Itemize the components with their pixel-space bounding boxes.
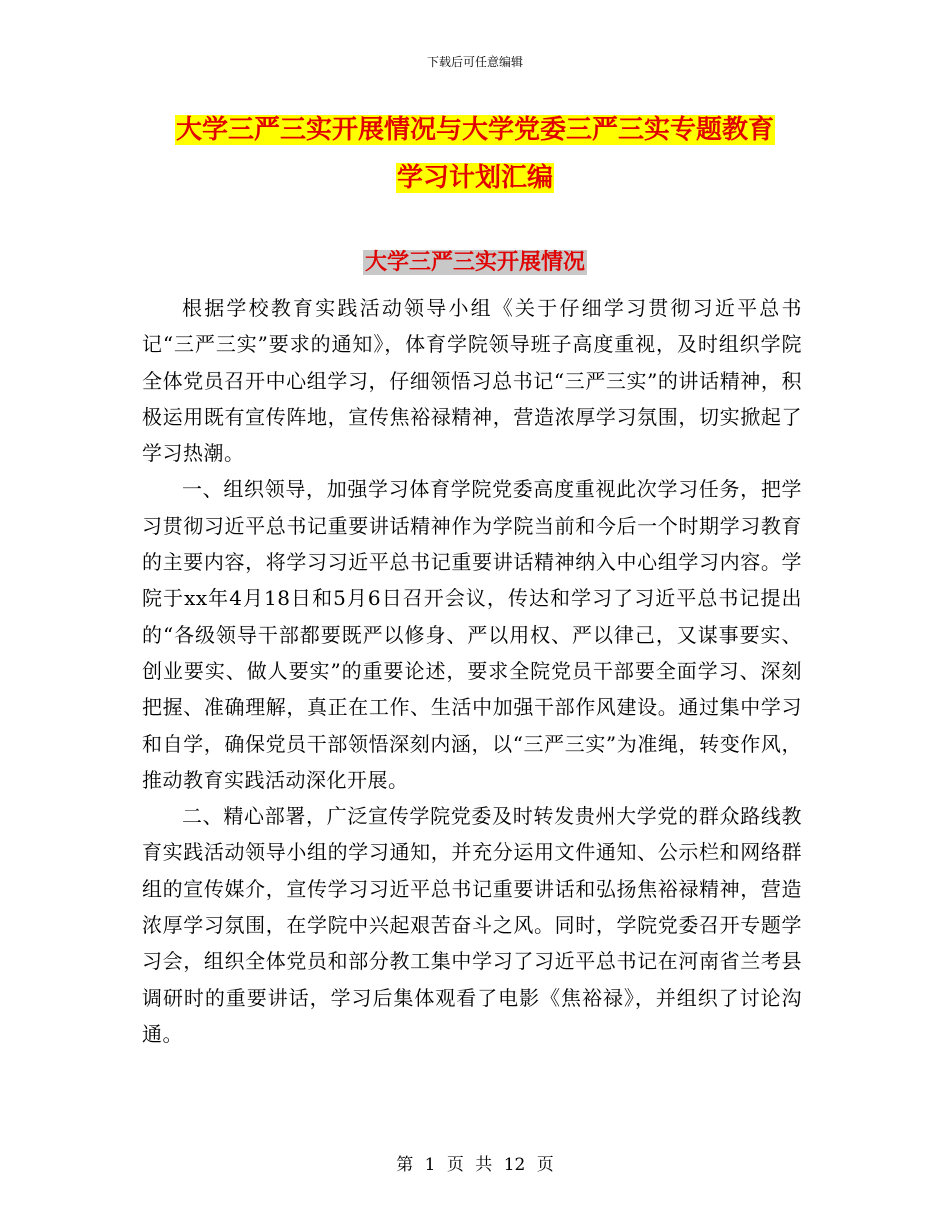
page-footer: 第 1 页 共 12 页 xyxy=(396,1155,554,1175)
paragraph-deployment: 二、精心部署，广泛宣传学院党委及时转发贵州大学党的群众路线教育实践活动领导小组的学习通知，并充分运用文件通知、公示栏和网络群组的宣传媒介，宣传学习习近平总书记重要讲话和弘扬焦裕禄精神，营造浓厚学习氛围，在学院中兴起艰苦奋斗之风。同时，学院党委召开专题学习会，组织全体党员和部分教工集中学习了习近平总书记在河南省兰考县调研时的重要讲话，学习后集体观看了电影《焦裕禄》，并组织了讨论沟通。 xyxy=(142,804,802,1046)
title-line-2: 学习计划汇编 xyxy=(396,163,553,193)
header-note: 下载后可任意编辑 xyxy=(426,55,523,69)
section-heading xyxy=(0,244,950,282)
paragraph-organization: 一、组织领导，加强学习体育学院党委高度重视此次学习任务，把学习贯彻习近平总书记重要讲话精神作为学院当前和今后一个时期学习教育的主要内容，将学习习近平总书记重要讲话精神纳入中心组学习内容。学院于xx年4月18日和5月6日召开会议，传达和学习了习近平总书记提出的“各级领导干部都要既严以修身、严以用权、严以律己，又谋事要实、创业要实、做人要实”的重要论述，要求全院党员干部要全面学习、深刻把握、准确理解，真正在工作、生活中加强干部作风建设。通过集中学习和自学，确保党员干部领悟深刻内涵，以“三严三实”为准绳，转变作风，推动教育实践活动深化开展。 xyxy=(142,477,802,792)
document-title xyxy=(0,106,950,202)
section-heading-text: 大学三严三实开展情况 xyxy=(364,250,585,275)
paragraph-intro: 根据学校教育实践活动领导小组《关于仔细学习贯彻习近平总书记“三严三实”要求的通知》，体育学院领导班子高度重视，及时组织学院全体党员召开中心组学习，仔细领悟习总书记“三严三实”的讲话精神，积极运用既有宣传阵地，宣传焦裕禄精神，营造浓厚学习氛围，切实掀起了学习热潮。 xyxy=(142,296,802,466)
document-body xyxy=(142,290,802,1052)
title-line-1: 大学三严三实开展情况与大学党委三严三实专题教育 xyxy=(175,115,774,145)
